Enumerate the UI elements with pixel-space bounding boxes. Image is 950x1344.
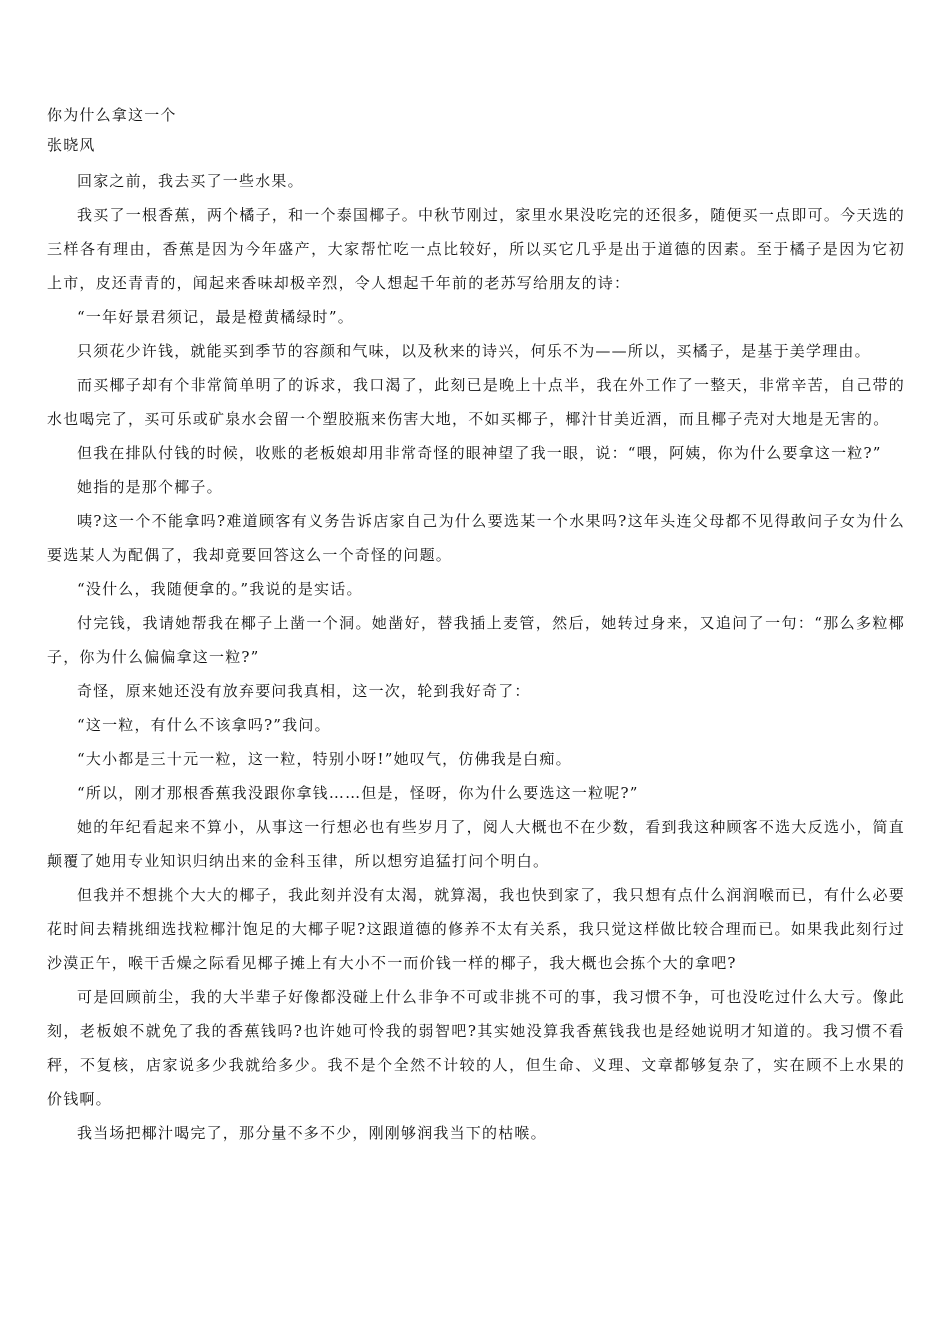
paragraph: “大小都是三十元一粒，这一粒，特别小呀!”她叹气，仿佛我是白痴。 — [77, 750, 572, 768]
paragraph: “所以，刚才那根香蕉我没跟你拿钱……但是，怪呀，你为什么要选这一粒呢?” — [77, 784, 639, 802]
paragraph: 只须花少许钱，就能买到季节的容颜和气味，以及秋来的诗兴，何乐不为——所以，买橘子，是基于美学理由。 — [77, 342, 871, 360]
article-title: 你为什么拿这一个 — [47, 106, 177, 124]
paragraph: 奇怪，原来她还没有放弃要问我真相，这一次，轮到我好奇了： — [77, 682, 531, 700]
paragraph: 而买椰子却有个非常简单明了的诉求，我口渴了，此刻已是晚上十点半，我在外工作了一整天，非常辛苦，自己带的水也喝完了，买可乐或矿泉水会留一个塑胶瓶来伤害大地，不如买椰子，椰汁甘美近酒，而且椰子壳对大地是无害的。 — [47, 376, 905, 428]
paragraph: 我买了一根香蕉，两个橘子，和一个泰国椰子。中秋节刚过，家里水果没吃完的还很多，随便买一点即可。今天选的三样各有理由，香蕉是因为今年盛产，大家帮忙吃一点比较好，所以买它几乎是出于道德的因素。至于橘子是因为它初上市，皮还青青的，闻起来香味却极辛烈，令人想起千年前的老苏写给朋友的诗： — [47, 206, 905, 292]
paragraph: 可是回顾前尘，我的大半辈子好像都没碰上什么非争不可或非挑不可的事，我习惯不争，可也没吃过什么大亏。像此刻，老板娘不就免了我的香蕉钱吗?也许她可怜我的弱智吧?其实她没算我香蕉钱我也是经她说明才知道的。我习惯不看秤，不复核，店家说多少我就给多少。我不是个全然不计较的人，但生命、义理、文章都够复杂了，实在顾不上水果的价钱啊。 — [47, 988, 905, 1108]
paragraph: “一年好景君须记，最是橙黄橘绿时”。 — [77, 308, 354, 326]
paragraph: 但我并不想挑个大大的椰子，我此刻并没有太渴，就算渴，我也快到家了，我只想有点什么润润喉而已，有什么必要花时间去精挑细选找粒椰汁饱足的大椰子呢?这跟道德的修养不太有关系，我只觉这样做比较合理而已。如果我此刻行过沙漠正午，喉干舌燥之际看见椰子摊上有大小不一而价钱一样的椰子，我大概也会拣个大的拿吧? — [47, 886, 905, 972]
paragraph: 她的年纪看起来不算小，从事这一行想必也有些岁月了，阅人大概也不在少数，看到我这种顾客不选大反选小，简直颠覆了她用专业知识归纳出来的金科玉律，所以想穷追猛打问个明白。 — [47, 818, 905, 870]
paragraph: “没什么，我随便拿的。”我说的是实话。 — [77, 580, 363, 598]
paragraph: 但我在排队付钱的时候，收账的老板娘却用非常奇怪的眼神望了我一眼，说：“喂，阿姨，你为什么要拿这一粒?” — [77, 444, 882, 462]
article — [47, 100, 905, 1150]
paragraph: “这一粒，有什么不该拿吗?”我问。 — [77, 716, 331, 734]
paragraph: 我当场把椰汁喝完了，那分量不多不少，刚刚够润我当下的枯喉。 — [77, 1124, 547, 1142]
article-author: 张晓风 — [47, 136, 96, 154]
paragraph: 付完钱，我请她帮我在椰子上凿一个洞。她凿好，替我插上麦管，然后，她转过身来，又追问了一句：“那么多粒椰子，你为什么偏偏拿这一粒?” — [47, 614, 905, 666]
paragraph: 回家之前，我去买了一些水果。 — [77, 172, 304, 190]
paragraph: 咦?这一个不能拿吗?难道顾客有义务告诉店家自己为什么要选某一个水果吗?这年头连父母都不见得敢问子女为什么要选某人为配偶了，我却竟要回答这么一个奇怪的问题。 — [47, 512, 905, 564]
paragraph: 她指的是那个椰子。 — [77, 478, 223, 496]
